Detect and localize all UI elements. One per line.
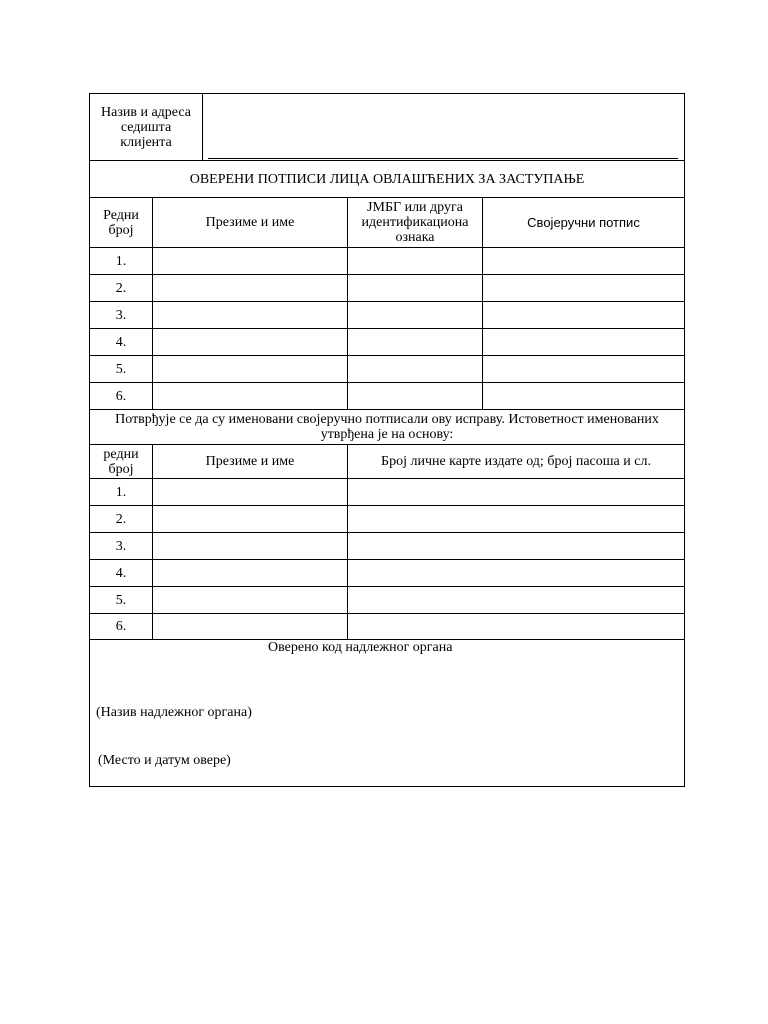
header-id-number: ЈМБГ или друга идентификациона ознака (361, 200, 469, 245)
table-row-ordinal: 6. (115, 619, 127, 634)
table-row-ordinal: 3. (115, 307, 127, 323)
table-row-ordinal: 1. (115, 484, 127, 500)
table-row-ordinal: 2. (115, 511, 127, 527)
header-ordinal-2: редни број (103, 446, 139, 477)
header-document-number: Број личне карте издате од; број пасоша и сл. (381, 454, 651, 469)
table-row-ordinal: 3. (115, 538, 127, 554)
place-date-label: (Место и датум овере) (98, 753, 231, 768)
client-value-underline (208, 158, 678, 159)
header-signature: Својеручни потпис (527, 215, 640, 230)
table-row-ordinal: 2. (115, 280, 127, 296)
authority-name-label: (Назив надлежног органа) (96, 705, 252, 720)
confirmation-text: Потврђује се да су именовани својеручно потписали ову исправу. Истоветност именованих утврђена је на основу: (115, 412, 659, 442)
client-label: Назив и адреса седишта клијента (101, 104, 191, 150)
certified-label: Оверено код надлежног органа (268, 640, 453, 655)
authorized-signatures-form (89, 93, 685, 787)
header-full-name: Презиме и име (205, 215, 295, 230)
table-row-ordinal: 5. (115, 361, 127, 377)
signatures-section-title: ОВЕРЕНИ ПОТПИСИ ЛИЦА ОВЛАШЋЕНИХ ЗА ЗАСТУПАЊЕ (189, 171, 585, 187)
table-row-ordinal: 6. (115, 388, 127, 404)
table-row-ordinal: 1. (115, 253, 127, 269)
client-value-field[interactable] (208, 94, 678, 156)
table-row-ordinal: 4. (115, 565, 127, 581)
table-row-ordinal: 4. (115, 334, 127, 350)
header-full-name-2: Презиме и име (205, 454, 295, 469)
header-ordinal: Редни број (103, 207, 139, 238)
table-row-ordinal: 5. (115, 592, 127, 608)
